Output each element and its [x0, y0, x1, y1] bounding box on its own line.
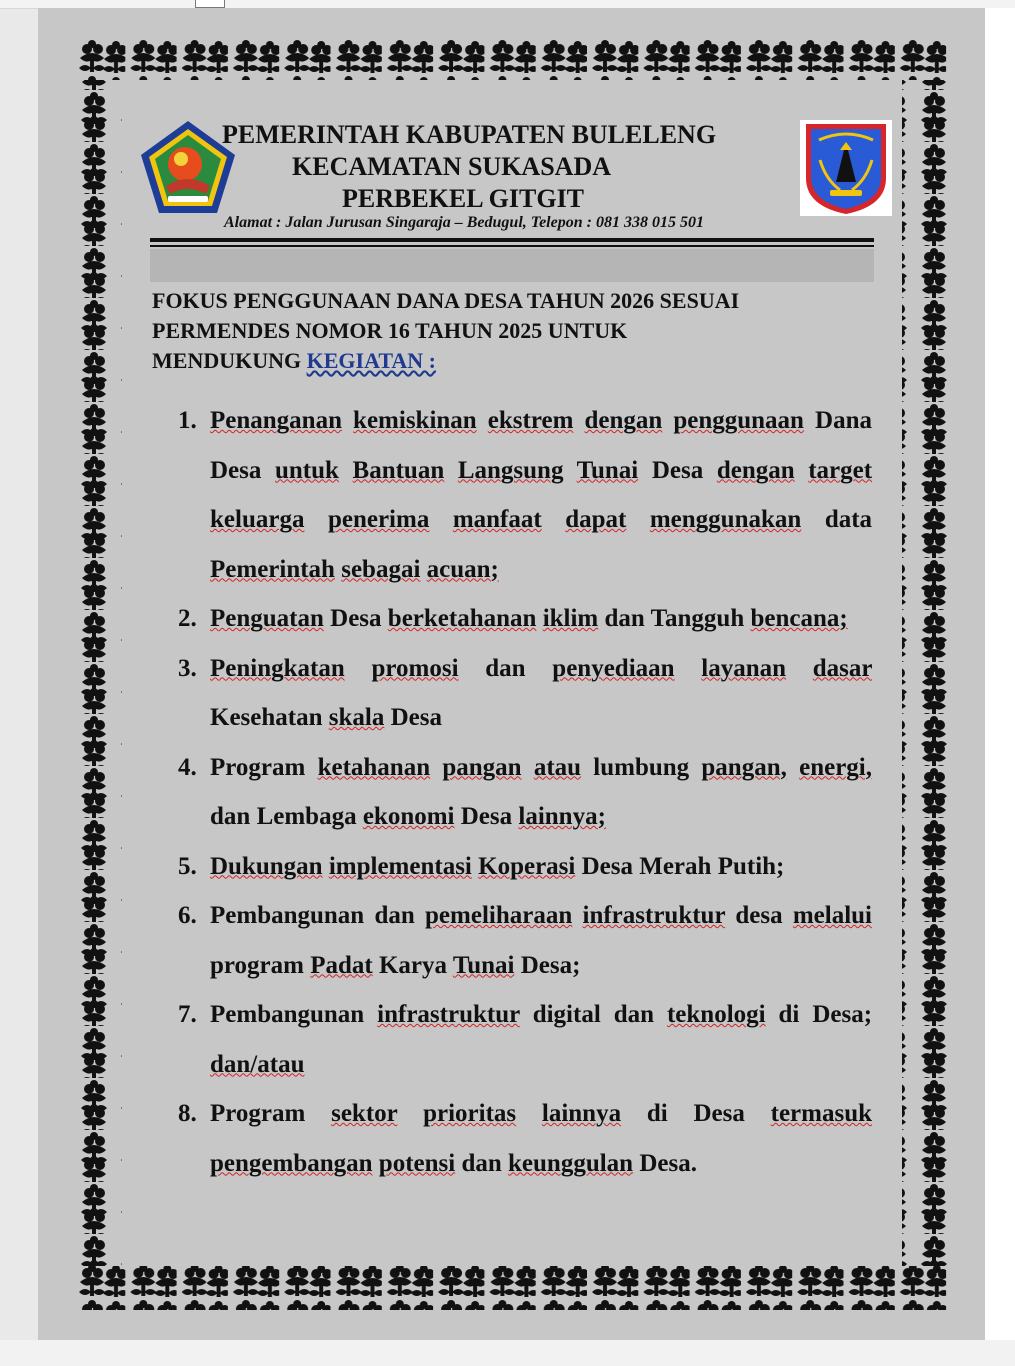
list-item[interactable]	[178, 842, 872, 892]
list-item-number: 7.	[178, 1001, 197, 1028]
heading-line-1: FOKUS PENGGUNAAN DANA DESA TAHUN 2026 SESUAI	[152, 288, 740, 313]
list-item[interactable]	[178, 644, 872, 743]
app-bottom-strip	[0, 1340, 1015, 1366]
heading-grammar-flag: KEGIATAN :	[306, 348, 436, 373]
heading-line-2: PERMENDES NOMOR 16 TAHUN 2025 UNTUK	[152, 318, 628, 343]
selection-handle[interactable]	[195, 0, 225, 8]
heading-line-3-start: MENDUKUNG	[152, 348, 307, 373]
list-item-number: 1.	[178, 407, 197, 434]
letterhead-line-1: PEMERINTAH KABUPATEN BULELENG	[222, 120, 717, 149]
list-item-text: Penanganan kemiskinan ekstrem dengan penggunaan Dana Desa untuk Bantuan Langsung Tunai Desa dengan target keluarga penerima manfaat dapat menggunakan data Pemerintah sebagai acuan;	[210, 407, 873, 583]
list-item-number: 8.	[178, 1100, 197, 1127]
letterhead-rule-thin	[150, 245, 874, 247]
list-item-text: Penguatan Desa berketahanan iklim dan Tangguh bencana;	[210, 605, 848, 632]
list-item-number: 3.	[178, 654, 197, 682]
list-item-text: Dukungan implementasi Koperasi Desa Merah Putih;	[210, 852, 785, 880]
list-item[interactable]	[178, 396, 872, 594]
letterhead-address: Alamat : Jalan Jurusan Singaraja – Bedugul, Telepon : 081 338 015 501	[224, 214, 704, 231]
letterhead-rule-thick	[150, 238, 874, 242]
list-item-number: 2.	[178, 605, 197, 632]
shaded-text-line[interactable]	[150, 249, 874, 282]
list-item-number: 5.	[178, 852, 197, 880]
list-item[interactable]	[178, 891, 872, 990]
list-item-text: Program ketahanan pangan atau lumbung pangan, energi, dan Lembaga ekonomi Desa lainnya;	[210, 753, 872, 830]
list-item-text: Peningkatan promosi dan penyediaan layanan dasar Kesehatan skala Desa	[210, 654, 873, 731]
list-item-text: Pembangunan dan pemeliharaan infrastruktur desa melalui program Padat Karya Tunai Desa;	[210, 902, 873, 979]
list-item[interactable]	[178, 990, 872, 1089]
list-item-text: Pembangunan infrastruktur digital dan teknologi di Desa; dan/atau	[210, 1001, 873, 1078]
letterhead-line-2: KECAMATAN SUKASADA	[292, 152, 611, 181]
focus-list[interactable]	[178, 396, 872, 1188]
list-item-text: Program sektor prioritas lainnya di Desa termasuk pengembangan potensi dan keunggulan Desa.	[210, 1100, 873, 1177]
list-item[interactable]	[178, 594, 872, 644]
document-heading[interactable]	[152, 286, 872, 376]
list-item-number: 4.	[178, 753, 197, 781]
list-item[interactable]	[178, 743, 872, 842]
list-item[interactable]	[178, 1089, 872, 1188]
letterhead-line-3: PERBEKEL GITGIT	[342, 184, 585, 213]
list-item-number: 6.	[178, 902, 197, 929]
heading-line-3	[152, 346, 872, 376]
